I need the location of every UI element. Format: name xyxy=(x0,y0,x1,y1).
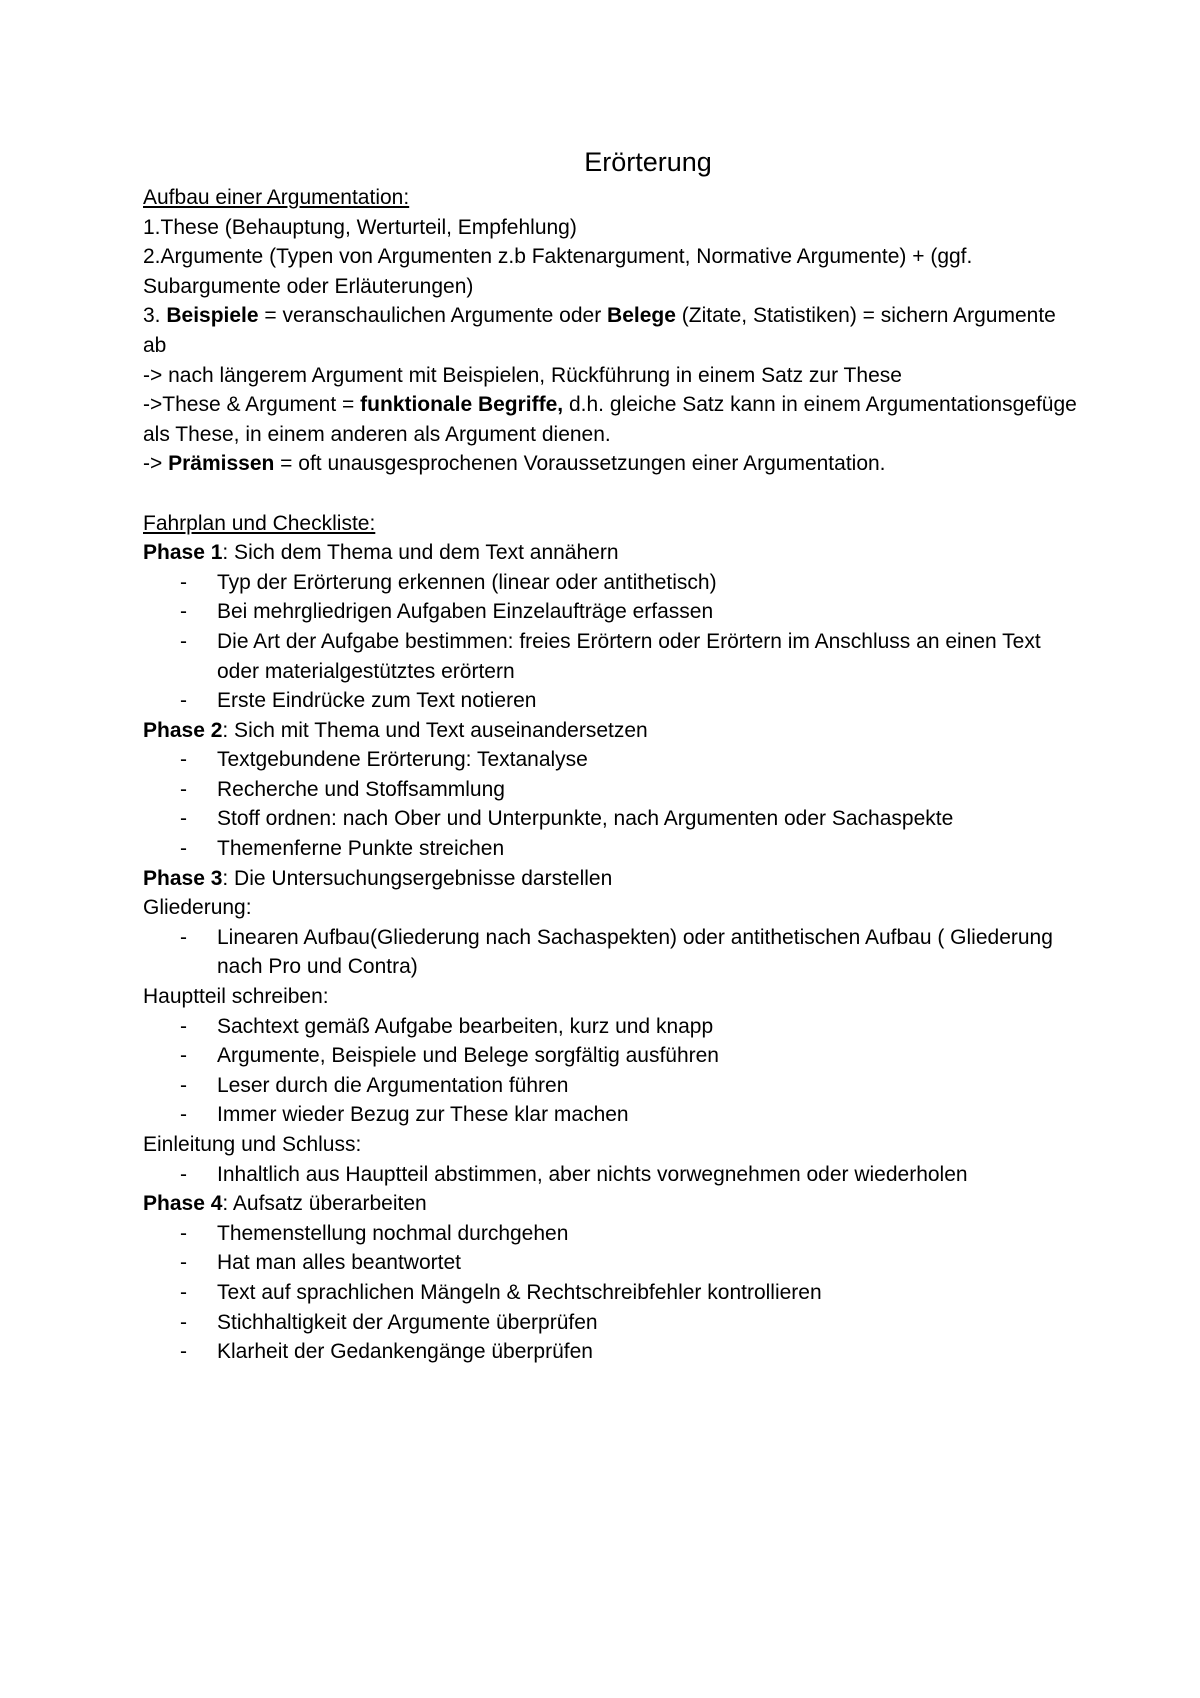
bold-term-funktionale-begriffe: funktionale Begriffe, xyxy=(360,393,564,417)
hauptteil-list xyxy=(143,1012,1083,1130)
text-segment: = oft unausgesprochenen Voraussetzungen einer Argumentation. xyxy=(274,452,886,476)
phase-description: : Aufsatz überarbeiten xyxy=(222,1192,427,1216)
list-item-text: Themenstellung nochmal durchgehen xyxy=(217,1221,569,1245)
phase-4-list xyxy=(143,1219,1083,1367)
text-segment: ->These & Argument = xyxy=(143,393,361,417)
aufbau-line-argumente: 2.Argumente (Typen von Argumenten z.b Faktenargument, Normative Argumente) + (ggf. Subargumente oder Erläuterungen) xyxy=(143,245,973,298)
section-heading-fahrplan: Fahrplan und Checkliste: xyxy=(143,511,376,535)
phase-label: Phase 3 xyxy=(143,866,223,890)
dash-bullet: - xyxy=(180,925,187,949)
text-segment: (Zitate, Statistiken) = sichern Argumente ab xyxy=(143,304,1056,357)
dash-bullet: - xyxy=(180,1251,187,1275)
phase-1-heading xyxy=(143,538,1083,568)
list-item xyxy=(143,745,1083,775)
list-item xyxy=(143,1100,1083,1130)
dash-bullet: - xyxy=(180,1340,187,1364)
list-item-text: Sachtext gemäß Aufgabe bearbeiten, kurz und knapp xyxy=(217,1014,714,1038)
list-item-text: Leser durch die Argumentation führen xyxy=(217,1073,569,1097)
list-item xyxy=(143,627,1083,686)
dash-bullet: - xyxy=(180,1310,187,1334)
list-item-text: Stoff ordnen: nach Ober und Unterpunkte, nach Argumenten oder Sachaspekte xyxy=(217,807,954,831)
text-segment: d.h. gleiche Satz kann in einem Argumentationsgefüge als These, in einem anderen als Argument dienen. xyxy=(143,393,1077,446)
list-item-text: Erste Eindrücke zum Text notieren xyxy=(217,689,537,713)
document-content xyxy=(143,143,1083,1367)
list-item xyxy=(143,1337,1083,1367)
dash-bullet: - xyxy=(180,689,187,713)
bold-term-beispiele: Beispiele xyxy=(166,304,259,328)
dash-bullet: - xyxy=(180,1044,187,1068)
page-title: Erörterung xyxy=(584,147,712,177)
aufbau-line-funktionale-begriffe xyxy=(143,390,1083,449)
subheading-einleitung-schluss: Einleitung und Schluss: xyxy=(143,1133,362,1156)
dash-bullet: - xyxy=(180,1103,187,1127)
list-item xyxy=(143,1248,1083,1278)
list-item xyxy=(143,1308,1083,1338)
dash-bullet: - xyxy=(180,777,187,801)
phase-description: : Sich mit Thema und Text auseinandersetzen xyxy=(222,718,648,742)
section-fahrplan xyxy=(143,509,1083,1367)
list-item-text: Hat man alles beantwortet xyxy=(217,1251,461,1275)
phase-label: Phase 4 xyxy=(143,1192,223,1216)
dash-bullet: - xyxy=(180,629,187,653)
dash-bullet: - xyxy=(180,837,187,861)
list-item-text: Text auf sprachlichen Mängeln & Rechtschreibfehler kontrollieren xyxy=(217,1280,822,1304)
phase-label: Phase 1 xyxy=(143,541,223,565)
dash-bullet: - xyxy=(180,807,187,831)
list-item xyxy=(143,804,1083,834)
einleitung-list xyxy=(143,1160,1083,1190)
text-segment: -> xyxy=(143,452,169,476)
aufbau-line-beispiele xyxy=(143,301,1083,360)
dash-bullet: - xyxy=(180,748,187,772)
list-item xyxy=(143,834,1083,864)
section-heading-aufbau: Aufbau einer Argumentation: xyxy=(143,186,410,209)
list-item-text: Klarheit der Gedankengänge überprüfen xyxy=(217,1340,593,1364)
list-item-text: Immer wieder Bezug zur These klar machen xyxy=(217,1103,629,1127)
phase-label: Phase 2 xyxy=(143,718,223,742)
dash-bullet: - xyxy=(180,1221,187,1245)
bold-term-belege: Belege xyxy=(607,304,676,328)
list-item-text: Inhaltlich aus Hauptteil abstimmen, aber nichts vorwegnehmen oder wiederholen xyxy=(217,1162,968,1186)
gliederung-list xyxy=(143,923,1083,982)
dash-bullet: - xyxy=(180,1280,187,1304)
list-item-text: Argumente, Beispiele und Belege sorgfältig ausführen xyxy=(217,1044,719,1068)
list-item xyxy=(143,1219,1083,1249)
dash-bullet: - xyxy=(180,570,187,594)
phase-4-heading xyxy=(143,1189,1083,1219)
dash-bullet: - xyxy=(180,1014,187,1038)
list-item-text: Linearen Aufbau(Gliederung nach Sachaspekten) oder antithetischen Aufbau ( Gliederung nach Pro und Contra) xyxy=(217,925,1053,979)
list-item xyxy=(143,1160,1083,1190)
aufbau-line-praemissen xyxy=(143,449,1083,479)
blank-line xyxy=(143,479,1083,509)
text-segment: = veranschaulichen Argumente oder xyxy=(258,304,608,328)
list-item xyxy=(143,775,1083,805)
list-item-text: Typ der Erörterung erkennen (linear oder antithetisch) xyxy=(217,570,717,594)
list-item xyxy=(143,1071,1083,1101)
list-item-text: Stichhaltigkeit der Argumente überprüfen xyxy=(217,1310,598,1334)
dash-bullet: - xyxy=(180,600,187,624)
phase-1-list xyxy=(143,568,1083,716)
list-item xyxy=(143,597,1083,627)
list-item-text: Die Art der Aufgabe bestimmen: freies Erörtern oder Erörtern im Anschluss an einen Text oder materialgestütztes erörtern xyxy=(217,629,1041,683)
list-item xyxy=(143,686,1083,716)
aufbau-line-these: 1.These (Behauptung, Werturteil, Empfehlung) xyxy=(143,215,577,239)
list-item xyxy=(143,568,1083,598)
subheading-gliederung: Gliederung: xyxy=(143,896,252,920)
list-item-text: Textgebundene Erörterung: Textanalyse xyxy=(217,748,588,772)
list-item xyxy=(143,1041,1083,1071)
list-item-text: Bei mehrgliedrigen Aufgaben Einzelaufträge erfassen xyxy=(217,600,714,624)
phase-2-heading xyxy=(143,716,1083,746)
list-item-text: Recherche und Stoffsammlung xyxy=(217,777,505,801)
list-item-text: Themenferne Punkte streichen xyxy=(217,837,505,861)
bold-term-praemissen: Prämissen xyxy=(168,452,275,476)
phase-2-list xyxy=(143,745,1083,863)
list-item xyxy=(143,1012,1083,1042)
dash-bullet: - xyxy=(180,1162,187,1186)
list-item xyxy=(143,1278,1083,1308)
section-aufbau xyxy=(143,183,1083,479)
subheading-hauptteil: Hauptteil schreiben: xyxy=(143,985,329,1009)
aufbau-line-rueckfuehrung: -> nach längerem Argument mit Beispielen, Rückführung in einem Satz zur These xyxy=(143,363,902,387)
text-segment: 3. xyxy=(143,304,167,328)
list-item xyxy=(143,923,1083,982)
phase-description: : Sich dem Thema und dem Text annähern xyxy=(222,541,619,565)
phase-description: : Die Untersuchungsergebnisse darstellen xyxy=(222,866,613,890)
phase-3-heading xyxy=(143,864,1083,894)
dash-bullet: - xyxy=(180,1073,187,1097)
